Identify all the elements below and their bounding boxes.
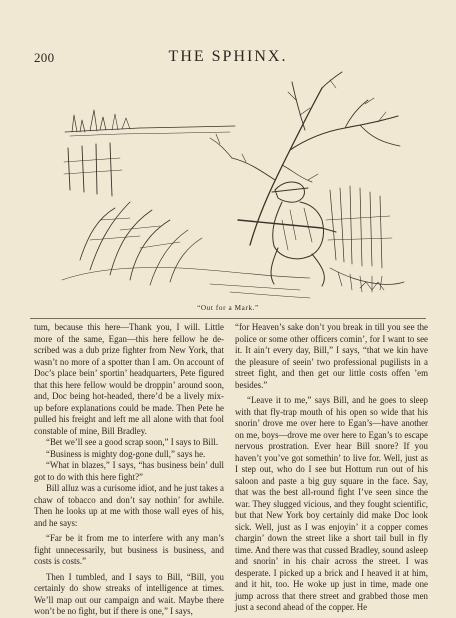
paragraph: “for Heaven’s sake don’t you break in till you see the police or some other officers comin’, for I want to see it. It ain’t every day, Bill,” I says, “that we kin have the pleasure of seein’ two professional pugilists in a street fight, and then get our little costs offen ’em besides.” <box>235 322 428 390</box>
paragraph: Bill alluz was a curisome idiot, and he just takes a chaw of tobacco and don’t say nothin’ for awhile. Then he looks up at me with those wall eyes of his, and he says: <box>34 483 224 528</box>
paragraph: “Leave it to me,” says Bill, and he goes to sleep with that fly-trap mouth of his open so wide that his snorin’ drove me over here to Egan’s—have another on me, boys—drove me over here to Egan’s to escape nervous prostration. Ever hear Bill snore? If you haven’t you’ve got somethin’ to live for. Well, just as I step out, who do I see but Hottum run out of his saloon and paste a big guy square in the face. Say, that was the best all-round fight I’ve seen since the war. They slugged vicious, and they fought scientific, but that New York boy certainly did make Doc look sick. Well, just as I was enjoyin’ it a copper comes chargin’ down the street like a short tail bull in fly time. And there was that cussed Bradley, sound asleep and snorin’ in his chair across the street. I was desperate. I picked up a brick and I heaved it at him, and it hit, too. He woke up just in time, made one jump across that there street and grabbed those men just a second ahead of the copper. He <box>235 395 428 612</box>
paragraph: “Bet we’ll see a good scrap soon,” I says to Bill. <box>46 437 219 447</box>
running-title: THE SPHINX. <box>168 48 288 65</box>
paragraph: Then I tumbled, and I says to Bill, “Bill, you certainly do show streaks of intelligence at times. We’ll map out our campaign and wait. Maybe there won’t be no fight, but if there is one,” I says, <box>34 571 224 616</box>
divider <box>30 318 426 319</box>
paragraph: “Far be it from me to interfere with any man’s fight unnecessarily, but business is business, and costs is costs.” <box>34 533 224 566</box>
paragraph: “What in blazes,” I says, “has business bein’ dull got to do with this here fight?” <box>34 460 224 482</box>
page-number: 200 <box>34 50 55 65</box>
right-column <box>235 322 428 614</box>
left-column <box>34 322 224 618</box>
paragraph: tum, because this here—Thank you, I will. Little more of the same, Egan—this here fellow he described was a dub prize fighter from New York, that wasn’t no more of a spotter than I am. On account of Doc’s place bein’ sportin’ headquarters, Pete figured that this here fellow would be droppin’ around soon, and, Doc being hot-headed, there’d be a lively mix-up before explanations could be made. Then Pete he pulled his freight and left me all alone with that fool constable of mine, Bill Bradley. <box>34 322 224 436</box>
sketch-hunter-in-reeds-icon <box>60 70 405 305</box>
illustration-caption: “Out for a Mark.” <box>197 304 259 312</box>
paragraph: “Business is mighty dog-gone dull,” says he. <box>46 448 206 459</box>
